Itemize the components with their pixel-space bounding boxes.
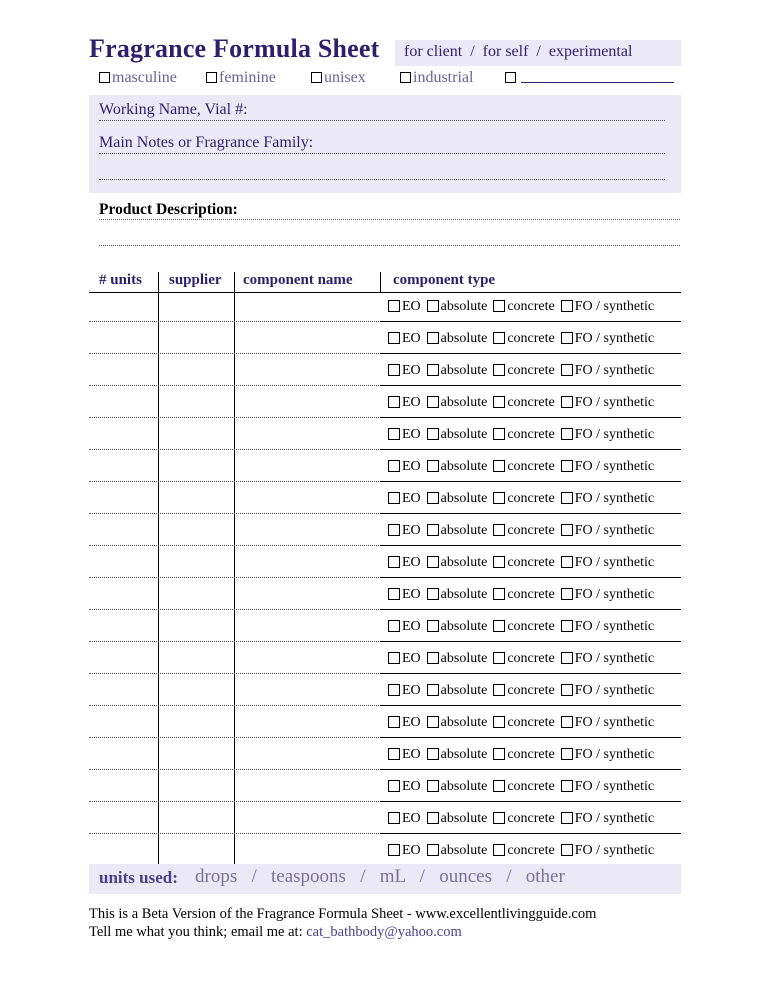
description-line-2[interactable] bbox=[99, 245, 680, 246]
type-option-label: FO / synthetic bbox=[574, 683, 655, 698]
row-entry-line[interactable] bbox=[89, 449, 379, 450]
checkbox[interactable] bbox=[493, 620, 505, 632]
type-option-label: EO bbox=[402, 651, 421, 666]
description-line[interactable] bbox=[99, 219, 680, 220]
component-type-options bbox=[388, 619, 660, 635]
type-option-label: concrete bbox=[507, 811, 555, 826]
row-entry-line[interactable] bbox=[89, 481, 379, 482]
type-option-label: EO bbox=[402, 843, 421, 858]
type-option-label: FO / synthetic bbox=[574, 363, 655, 378]
type-option-label: EO bbox=[402, 683, 421, 698]
checkbox[interactable] bbox=[561, 812, 573, 824]
type-option-label: FO / synthetic bbox=[574, 459, 655, 474]
checkbox[interactable] bbox=[388, 460, 400, 472]
row-entry-line[interactable] bbox=[89, 737, 379, 738]
checkbox[interactable] bbox=[388, 588, 400, 600]
col-divider-units bbox=[158, 272, 159, 868]
checkbox[interactable] bbox=[561, 332, 573, 344]
checkbox[interactable] bbox=[427, 812, 439, 824]
type-option-label: absolute bbox=[440, 843, 488, 858]
type-option-label: concrete bbox=[507, 747, 555, 762]
checkbox[interactable] bbox=[388, 748, 400, 760]
checkbox[interactable] bbox=[561, 524, 573, 536]
row-type-rule bbox=[380, 673, 681, 674]
type-option-label: concrete bbox=[507, 523, 555, 538]
row-type-rule bbox=[380, 545, 681, 546]
checkbox[interactable] bbox=[561, 300, 573, 312]
type-option-label: EO bbox=[402, 555, 421, 570]
email-link[interactable]: cat_bathbody@yahoo.com bbox=[306, 924, 462, 940]
checkbox[interactable] bbox=[99, 72, 110, 83]
type-option-label: EO bbox=[402, 331, 421, 346]
checkbox[interactable] bbox=[388, 556, 400, 568]
type-option-label: concrete bbox=[507, 587, 555, 602]
type-option-label: absolute bbox=[440, 459, 488, 474]
checkbox[interactable] bbox=[388, 620, 400, 632]
checkbox[interactable] bbox=[427, 556, 439, 568]
checkbox[interactable] bbox=[388, 812, 400, 824]
type-option-label: concrete bbox=[507, 619, 555, 634]
type-option-label: concrete bbox=[507, 779, 555, 794]
component-type-options bbox=[388, 555, 660, 571]
type-option-label: concrete bbox=[507, 459, 555, 474]
type-option-label: absolute bbox=[440, 523, 488, 538]
type-option-label: absolute bbox=[440, 555, 488, 570]
gender-custom-line[interactable] bbox=[521, 82, 674, 83]
type-option-label: concrete bbox=[507, 363, 555, 378]
row-type-rule bbox=[380, 321, 681, 322]
product-description-label: Product Description: bbox=[99, 201, 238, 218]
unit-ounces[interactable]: ounces bbox=[439, 866, 492, 887]
unit-teaspoons[interactable]: teaspoons bbox=[271, 866, 346, 887]
units-used-label: units used: bbox=[99, 868, 178, 887]
checkbox[interactable] bbox=[493, 396, 505, 408]
type-option-label: FO / synthetic bbox=[574, 747, 655, 762]
component-type-options bbox=[388, 363, 660, 379]
checkbox[interactable] bbox=[493, 300, 505, 312]
checkbox[interactable] bbox=[561, 588, 573, 600]
type-option-label: FO / synthetic bbox=[574, 555, 655, 570]
row-type-rule bbox=[380, 577, 681, 578]
checkbox[interactable] bbox=[493, 652, 505, 664]
unit-drops[interactable]: drops bbox=[195, 866, 238, 887]
checkbox[interactable] bbox=[505, 72, 516, 83]
checkbox[interactable] bbox=[388, 332, 400, 344]
unit-other[interactable]: other bbox=[525, 866, 565, 887]
type-option-label: absolute bbox=[440, 715, 488, 730]
checkbox[interactable] bbox=[388, 300, 400, 312]
checkbox[interactable] bbox=[561, 364, 573, 376]
type-option-label: EO bbox=[402, 779, 421, 794]
gender-option-custom[interactable] bbox=[505, 69, 518, 87]
row-type-rule bbox=[380, 417, 681, 418]
unit-ml[interactable]: mL bbox=[379, 866, 406, 887]
checkbox[interactable] bbox=[493, 332, 505, 344]
type-option-label: absolute bbox=[440, 587, 488, 602]
row-type-rule bbox=[380, 513, 681, 514]
checkbox[interactable] bbox=[427, 300, 439, 312]
checkbox[interactable] bbox=[561, 652, 573, 664]
type-option-label: EO bbox=[402, 715, 421, 730]
checkbox[interactable] bbox=[388, 524, 400, 536]
type-option-label: absolute bbox=[440, 427, 488, 442]
main-notes-label: Main Notes or Fragrance Family: bbox=[99, 134, 314, 151]
page-title: Fragrance Formula Sheet bbox=[89, 34, 380, 63]
checkbox[interactable] bbox=[388, 492, 400, 504]
row-entry-line[interactable] bbox=[89, 769, 379, 770]
component-type-options bbox=[388, 843, 660, 859]
working-name-label: Working Name, Vial #: bbox=[99, 101, 248, 118]
type-option-label: FO / synthetic bbox=[574, 427, 655, 442]
for-option-self[interactable]: for self bbox=[482, 43, 529, 60]
type-option-label: concrete bbox=[507, 843, 555, 858]
type-option-label: concrete bbox=[507, 555, 555, 570]
checkbox[interactable] bbox=[493, 684, 505, 696]
type-option-label: absolute bbox=[440, 395, 488, 410]
header-units: # units bbox=[99, 272, 142, 288]
checkbox[interactable] bbox=[561, 748, 573, 760]
checkbox[interactable] bbox=[561, 396, 573, 408]
checkbox[interactable] bbox=[493, 812, 505, 824]
checkbox[interactable] bbox=[427, 844, 439, 856]
component-type-options bbox=[388, 811, 660, 827]
checkbox[interactable] bbox=[427, 460, 439, 472]
type-option-label: concrete bbox=[507, 395, 555, 410]
row-type-rule bbox=[380, 481, 681, 482]
header-component-name: component name bbox=[243, 272, 353, 288]
checkbox[interactable] bbox=[388, 428, 400, 440]
checkbox[interactable] bbox=[493, 716, 505, 728]
type-option-label: absolute bbox=[440, 651, 488, 666]
checkbox[interactable] bbox=[493, 492, 505, 504]
checkbox[interactable] bbox=[388, 844, 400, 856]
main-notes-line[interactable] bbox=[99, 153, 665, 154]
row-entry-line[interactable] bbox=[89, 321, 379, 322]
for-option-experimental[interactable]: experimental bbox=[548, 43, 633, 60]
checkbox[interactable] bbox=[493, 780, 505, 792]
component-type-options bbox=[388, 427, 660, 443]
checkbox[interactable] bbox=[388, 716, 400, 728]
working-name-line[interactable] bbox=[99, 120, 665, 121]
component-type-options bbox=[388, 683, 660, 699]
row-type-rule bbox=[380, 641, 681, 642]
type-option-label: absolute bbox=[440, 811, 488, 826]
row-entry-line[interactable] bbox=[89, 609, 379, 610]
type-option-label: concrete bbox=[507, 427, 555, 442]
checkbox[interactable] bbox=[427, 396, 439, 408]
units-options: drops / teaspoons / mL / ounces / other bbox=[195, 866, 565, 887]
for-options: for client / for self / experimental bbox=[404, 43, 633, 60]
row-entry-line[interactable] bbox=[89, 385, 379, 386]
footer-beta-note: This is a Beta Version of the Fragrance Formula Sheet - www.excellentlivingguide.com bbox=[89, 906, 597, 922]
gender-option-industrial[interactable]: industrial bbox=[400, 69, 473, 87]
type-option-label: concrete bbox=[507, 299, 555, 314]
type-option-label: EO bbox=[402, 619, 421, 634]
checkbox[interactable] bbox=[561, 620, 573, 632]
type-option-label: absolute bbox=[440, 619, 488, 634]
checkbox[interactable] bbox=[206, 72, 217, 83]
type-option-label: FO / synthetic bbox=[574, 523, 655, 538]
row-entry-line[interactable] bbox=[89, 417, 379, 418]
type-option-label: EO bbox=[402, 427, 421, 442]
checkbox[interactable] bbox=[561, 684, 573, 696]
checkbox[interactable] bbox=[561, 844, 573, 856]
checkbox[interactable] bbox=[493, 748, 505, 760]
type-option-label: FO / synthetic bbox=[574, 651, 655, 666]
type-option-label: EO bbox=[402, 299, 421, 314]
checkbox[interactable] bbox=[561, 460, 573, 472]
component-type-options bbox=[388, 747, 660, 763]
type-option-label: concrete bbox=[507, 331, 555, 346]
type-option-label: concrete bbox=[507, 651, 555, 666]
type-option-label: FO / synthetic bbox=[574, 587, 655, 602]
component-type-options bbox=[388, 651, 660, 667]
header-rule bbox=[89, 292, 681, 293]
type-option-label: EO bbox=[402, 459, 421, 474]
type-option-label: absolute bbox=[440, 779, 488, 794]
type-option-label: FO / synthetic bbox=[574, 779, 655, 794]
gender-option-unisex[interactable]: unisex bbox=[311, 69, 366, 87]
checkbox[interactable] bbox=[311, 72, 322, 83]
type-option-label: absolute bbox=[440, 747, 488, 762]
checkbox[interactable] bbox=[493, 588, 505, 600]
checkbox[interactable] bbox=[388, 364, 400, 376]
type-option-label: EO bbox=[402, 523, 421, 538]
checkbox[interactable] bbox=[427, 588, 439, 600]
row-type-rule bbox=[380, 449, 681, 450]
checkbox[interactable] bbox=[493, 364, 505, 376]
checkbox[interactable] bbox=[388, 780, 400, 792]
type-option-label: absolute bbox=[440, 683, 488, 698]
row-type-rule bbox=[380, 737, 681, 738]
checkbox[interactable] bbox=[427, 428, 439, 440]
row-entry-line[interactable] bbox=[89, 801, 379, 802]
row-entry-line[interactable] bbox=[89, 641, 379, 642]
main-notes-line-2[interactable] bbox=[99, 179, 665, 180]
checkbox[interactable] bbox=[493, 428, 505, 440]
row-entry-line[interactable] bbox=[89, 833, 379, 834]
row-type-rule bbox=[380, 385, 681, 386]
type-option-label: EO bbox=[402, 491, 421, 506]
checkbox[interactable] bbox=[427, 524, 439, 536]
row-type-rule bbox=[380, 769, 681, 770]
col-divider-supplier bbox=[234, 272, 235, 868]
checkbox[interactable] bbox=[427, 364, 439, 376]
checkbox[interactable] bbox=[561, 556, 573, 568]
type-option-label: FO / synthetic bbox=[574, 299, 655, 314]
type-option-label: concrete bbox=[507, 683, 555, 698]
checkbox[interactable] bbox=[400, 72, 411, 83]
type-option-label: FO / synthetic bbox=[574, 491, 655, 506]
row-entry-line[interactable] bbox=[89, 577, 379, 578]
header-component-type: component type bbox=[393, 272, 496, 288]
col-divider-name bbox=[380, 272, 381, 292]
row-type-rule bbox=[380, 609, 681, 610]
checkbox[interactable] bbox=[388, 396, 400, 408]
type-option-label: EO bbox=[402, 587, 421, 602]
checkbox[interactable] bbox=[427, 684, 439, 696]
row-entry-line[interactable] bbox=[89, 705, 379, 706]
checkbox[interactable] bbox=[388, 652, 400, 664]
row-entry-line[interactable] bbox=[89, 545, 379, 546]
row-type-rule bbox=[380, 353, 681, 354]
component-type-options bbox=[388, 331, 660, 347]
row-type-rule bbox=[380, 833, 681, 834]
type-option-label: absolute bbox=[440, 331, 488, 346]
checkbox[interactable] bbox=[427, 620, 439, 632]
checkbox[interactable] bbox=[427, 716, 439, 728]
type-option-label: FO / synthetic bbox=[574, 715, 655, 730]
checkbox[interactable] bbox=[427, 492, 439, 504]
component-type-options bbox=[388, 491, 660, 507]
checkbox[interactable] bbox=[493, 460, 505, 472]
type-option-label: concrete bbox=[507, 715, 555, 730]
row-type-rule bbox=[380, 705, 681, 706]
component-type-options bbox=[388, 299, 660, 315]
checkbox[interactable] bbox=[493, 844, 505, 856]
type-option-label: FO / synthetic bbox=[574, 811, 655, 826]
type-option-label: FO / synthetic bbox=[574, 395, 655, 410]
checkbox[interactable] bbox=[427, 332, 439, 344]
type-option-label: absolute bbox=[440, 363, 488, 378]
row-entry-line[interactable] bbox=[89, 513, 379, 514]
checkbox[interactable] bbox=[561, 780, 573, 792]
checkbox[interactable] bbox=[427, 780, 439, 792]
checkbox[interactable] bbox=[561, 492, 573, 504]
row-entry-line[interactable] bbox=[89, 353, 379, 354]
checkbox[interactable] bbox=[427, 652, 439, 664]
row-type-rule bbox=[380, 801, 681, 802]
component-type-options bbox=[388, 587, 660, 603]
component-type-options bbox=[388, 779, 660, 795]
checkbox[interactable] bbox=[561, 428, 573, 440]
component-type-options bbox=[388, 715, 660, 731]
type-option-label: absolute bbox=[440, 299, 488, 314]
header-supplier: supplier bbox=[169, 272, 222, 288]
checkbox[interactable] bbox=[493, 524, 505, 536]
row-entry-line[interactable] bbox=[89, 673, 379, 674]
gender-option-masculine[interactable]: masculine bbox=[99, 69, 177, 87]
component-type-options bbox=[388, 523, 660, 539]
type-option-label: absolute bbox=[440, 491, 488, 506]
component-type-options bbox=[388, 395, 660, 411]
checkbox[interactable] bbox=[427, 748, 439, 760]
type-option-label: FO / synthetic bbox=[574, 619, 655, 634]
checkbox[interactable] bbox=[561, 716, 573, 728]
type-option-label: EO bbox=[402, 811, 421, 826]
footer-contact: Tell me what you think; email me at: cat_bathbody@yahoo.com bbox=[89, 924, 462, 940]
type-option-label: EO bbox=[402, 747, 421, 762]
type-option-label: EO bbox=[402, 395, 421, 410]
checkbox[interactable] bbox=[388, 684, 400, 696]
gender-option-feminine[interactable]: feminine bbox=[206, 69, 276, 87]
type-option-label: FO / synthetic bbox=[574, 843, 655, 858]
type-option-label: FO / synthetic bbox=[574, 331, 655, 346]
checkbox[interactable] bbox=[493, 556, 505, 568]
for-option-client[interactable]: for client bbox=[404, 43, 463, 60]
component-type-options bbox=[388, 459, 660, 475]
type-option-label: EO bbox=[402, 363, 421, 378]
type-option-label: concrete bbox=[507, 491, 555, 506]
